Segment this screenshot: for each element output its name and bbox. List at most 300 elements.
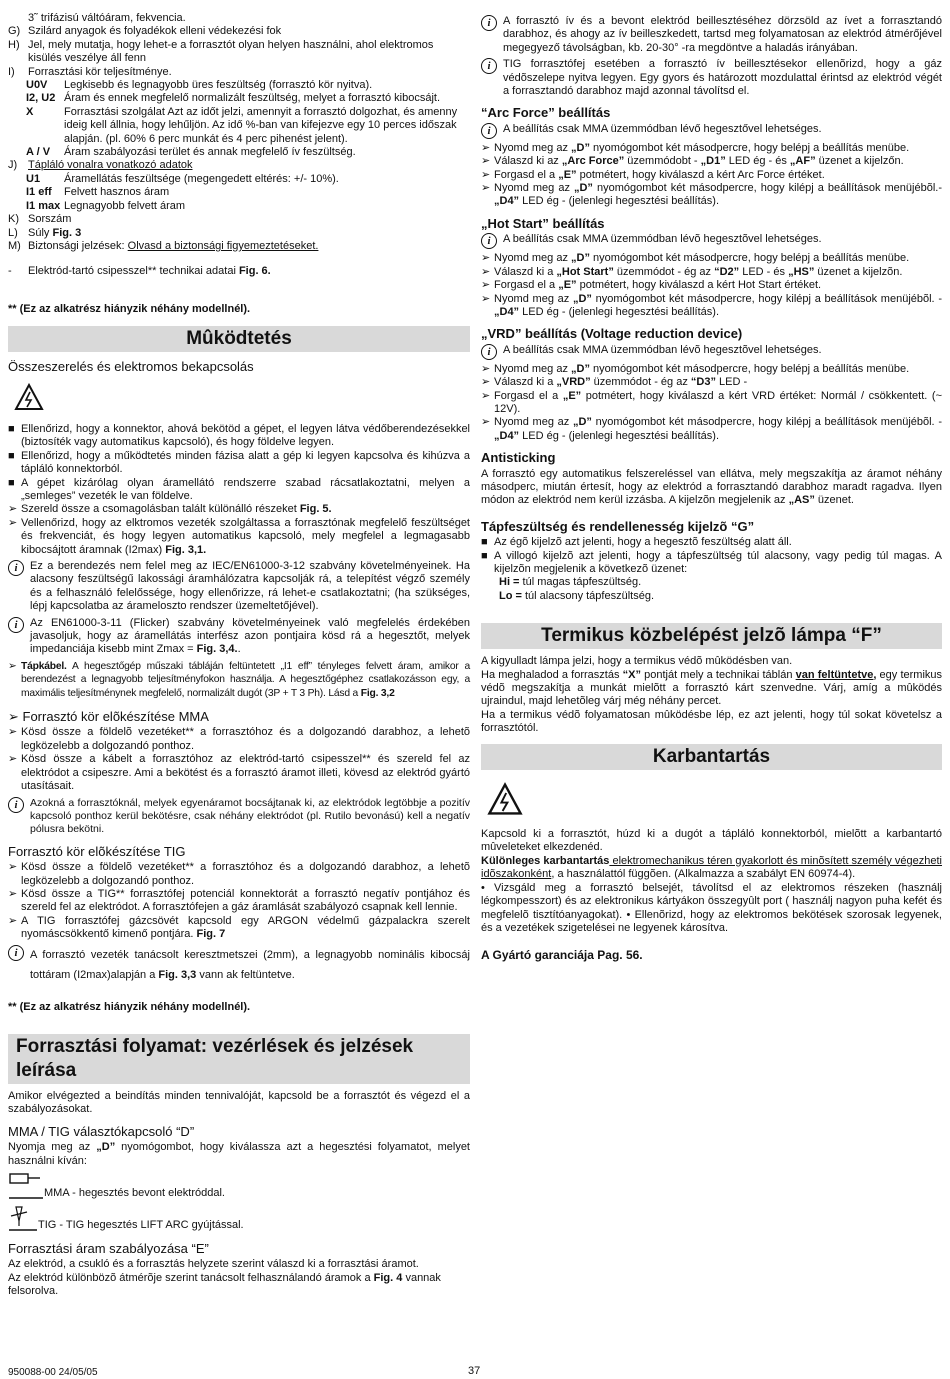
spec-row xyxy=(8,25,470,38)
spec-row xyxy=(8,173,470,186)
spec-row xyxy=(8,146,470,159)
antisticking-text xyxy=(481,468,942,508)
list-item xyxy=(481,182,942,209)
bold-text: „D” xyxy=(572,292,592,305)
text-part: üzenet a kijelzőn. xyxy=(815,155,904,168)
info-text-part: A forrasztó vezeték tanácsolt keresztmetszei (2mm), a legnagyobb nominális kibocsáj tottáram (I2max)alapján a xyxy=(30,948,470,981)
fig-ref: Fig. 4 xyxy=(373,1271,403,1284)
left-column xyxy=(8,12,470,1299)
spec-key: I) xyxy=(8,65,15,78)
text-part: nyomógombot két másodpercre, hogy belépj a beállítás menübe. xyxy=(589,362,910,375)
arrow-bullet-icon: ➢ xyxy=(8,753,18,766)
arrow-bullet-icon: ➢ xyxy=(8,709,23,725)
footnote: ** (Ez az alkatrész hiányzik néhány modellnél). xyxy=(8,302,251,315)
text-part: nyomógombot két másodpercre, hogy belépj a beállítás menübe. xyxy=(589,252,910,265)
text-part: LED - és xyxy=(739,265,789,278)
intro-text: Amikor elvégezted a beindítás minden tennivalóját, kapcsold be a forrasztót és végezd el a szabályozásokat. xyxy=(8,1089,470,1116)
spec-row xyxy=(8,66,470,79)
text-part: Nyomja meg az xyxy=(8,1141,97,1154)
list-item-text xyxy=(21,517,470,557)
mma-symbol-label: MMA - hegesztés bevont elektróddal. xyxy=(44,1186,225,1199)
spec-j xyxy=(8,159,470,172)
fig-ref: Fig. 3 xyxy=(52,226,82,239)
list-item xyxy=(8,423,470,450)
bold-text: „D1” xyxy=(700,155,726,168)
fig-ref: Fig. 3,3 xyxy=(158,968,197,981)
bold-text: „Arc Force” xyxy=(561,155,625,168)
text-part: nyomógombot, hogy kiválassza azt a hegesztési folyamatot, melyet használni kíván: xyxy=(8,1141,470,1167)
page-number: 37 xyxy=(468,1365,481,1377)
list-item-text xyxy=(21,861,470,888)
spec-text: Elektród-tartó csipesszel** technikai adatai xyxy=(28,265,239,278)
spec-key: L) xyxy=(8,226,18,239)
spec-row xyxy=(8,200,470,213)
info-text: Azokná a forrasztóknál, melyek egyenáramot bocsájtanak ki, az elektródok legtöbbje a pozitív kapcsoló ponthoz kerül bekötésre, csak néhány elektródot (pl. Rutilo bevonású) kell a negatív pólusra bekötni. xyxy=(30,796,470,836)
bold-text: „HS” xyxy=(788,265,815,278)
list-item xyxy=(481,363,942,376)
tig-torch-icon xyxy=(8,1204,38,1232)
text-part: potmétert, hogy kiválaszd a kért Hot Start értéket. xyxy=(576,279,822,292)
section-title-mukodtetes: Mûködtetés xyxy=(8,326,470,352)
spec-key: M) xyxy=(8,239,21,252)
list-item xyxy=(8,517,470,557)
section-title-folyamat: Forrasztási folyamat: vezérlések és jelzések leírása xyxy=(8,1034,470,1084)
fig-ref: Fig. 5. xyxy=(299,503,332,516)
heading-tapfeszultseg: Tápfeszültség és rendellenesség kijelzõ “G” xyxy=(481,518,755,534)
aram-text-2 xyxy=(8,1272,470,1299)
button-ref: „D” xyxy=(96,1141,116,1154)
text-part: Ha meghaladod a forrasztás xyxy=(481,668,623,681)
text-part: vannak felsorolva. xyxy=(8,1271,441,1298)
spec-list-j xyxy=(8,173,470,213)
square-bullet-icon: ■ xyxy=(481,549,488,562)
bold-text: „D4” xyxy=(494,429,520,442)
heading-vrd: „VRD” beállítás (Voltage reduction device) xyxy=(481,326,743,342)
spec-row xyxy=(8,106,470,146)
text-part: Nyomd meg az xyxy=(494,141,572,154)
text-part: nyomógombot két másodpercre, hogy kilépj a beállítások menüjébõl. - xyxy=(591,416,942,429)
list-item-text xyxy=(494,293,942,320)
list-item-text xyxy=(494,169,942,182)
tig-symbol-label: TIG - TIG hegesztés LIFT ARC gyújtással. xyxy=(38,1218,244,1231)
text-part: A forrasztó egy automatikus felszereléssel van ellátva, mely megszakítja az áramot néhány másodperc, miután értesít, hogy az elektród a forrasztandó darabhoz maradt ragadva. Ilyen módon az elektród nem kerül izzásba. A kijelzõn megjelenik az xyxy=(481,467,942,507)
arrow-bullet-icon: ➢ xyxy=(481,416,491,429)
heading-arc-force: “Arc Force” beállítás xyxy=(481,105,611,121)
tapkabel-text xyxy=(21,660,470,700)
termikus-text-2 xyxy=(481,669,942,709)
text-part: üzemmódot - ég az xyxy=(613,265,715,278)
underlined-text: elektromechanikus téren gyakorlott és minõsített személy végezheti idõszakonként xyxy=(481,854,943,881)
list-item xyxy=(481,376,942,389)
list-item-text xyxy=(494,182,942,209)
hi-line xyxy=(481,576,942,589)
bold-text: „E” xyxy=(558,168,577,181)
termikus-text-1: A kigyulladt lámpa jelzi, hogy a termikus védõ mûködésben van. xyxy=(481,655,793,668)
list-item-text xyxy=(494,363,942,376)
square-bullet-icon: ■ xyxy=(481,536,488,549)
spec-value: Szilárd anyagok és folyadékok elleni védekezési fok xyxy=(28,25,282,38)
text-part: Nyomd meg az xyxy=(494,416,573,429)
text-part: Vellenőrizd, hogy az elktromos vezeték szolgáltassa a forrasztónak megfelelő feszültséget és frekvenciát, és hogy legyen automatikus kapcsoló, mely megfelel a legmagasabb kibocsájtott áramnak (I2max) xyxy=(21,516,470,556)
spec-value: Tápláló vonalra vonatkozó adatok xyxy=(28,159,193,172)
spec-value: Legnagyobb felvett áram xyxy=(64,199,186,212)
arrow-bullet-icon: ➢ xyxy=(481,389,491,402)
spec-value: Legkisebb és legnagyobb üres feszültség (forrasztó kör nyitva). xyxy=(64,79,373,92)
list-item xyxy=(8,888,470,915)
text-part: Nyomd meg az xyxy=(494,292,573,305)
bold-text: „VRD” xyxy=(556,376,591,389)
fig-ref: Fig. 3,4. xyxy=(196,643,238,656)
spec-value xyxy=(28,227,470,240)
spec-k xyxy=(8,213,470,226)
text-part: LED ég - és xyxy=(725,155,790,168)
bold-text: „D” xyxy=(571,141,590,154)
heading-antisticking: Antisticking xyxy=(481,450,556,466)
bold-text: „AF” xyxy=(789,155,816,168)
info-block xyxy=(8,797,470,837)
bold-text: „D4” xyxy=(494,195,520,208)
karbantartas-text-3: • Vizsgáld meg a forrasztó belsejét, távolítsd el az elektromos részeken (használj légkompesszort) és az elektronikus kártyákon összegyûlt port ( használj nagyon puha kefét és megfelelõ tisztítóanyagokat). • Ellenõrizd, hogy az elektromos bekötések szorosak legyenek, és a vezetékek szigetelései ne legyenek károsítva. xyxy=(481,881,942,934)
bold-text: „E” xyxy=(562,389,582,402)
text-part: LED ég - (jelenlegi hegesztési beállítás). xyxy=(519,305,720,318)
list-item xyxy=(481,293,942,320)
list-item xyxy=(481,550,942,577)
mma-tig-text xyxy=(8,1141,470,1168)
info-block xyxy=(8,945,470,985)
heading-hot-start: „Hot Start” beállítás xyxy=(481,215,605,231)
text-part: üzemmódot - ég az xyxy=(590,376,691,389)
special-maintenance-label: Különleges karbantartás xyxy=(481,854,610,867)
heading-aram: Forrasztási áram szabályozása “E” xyxy=(8,1241,209,1256)
list-item xyxy=(8,861,470,888)
list-item-text xyxy=(494,390,942,417)
info-block xyxy=(481,123,942,139)
info-text xyxy=(30,945,470,985)
info-icon: i xyxy=(8,560,24,576)
arrow-bullet-icon: ➢ xyxy=(481,252,491,265)
vrd-steps xyxy=(481,363,942,443)
spec-list-top xyxy=(8,12,470,79)
list-item xyxy=(481,142,942,155)
bold-text: „Hot Start” xyxy=(556,265,614,278)
info-block xyxy=(8,617,470,657)
arrow-bullet-icon: ➢ xyxy=(481,376,491,389)
text-part: Az elektród különbözõ átmérõje szerint tanácsolt felhasználandó áramok a xyxy=(8,1271,374,1284)
spec-text: Biztonsági jelzések: xyxy=(28,239,128,252)
text-part: Válaszd ki az xyxy=(494,155,562,168)
spec-value: Sorszám xyxy=(28,213,72,226)
bold-text: „D” xyxy=(571,362,590,375)
bold-text: „D” xyxy=(573,182,593,195)
info-text xyxy=(30,617,470,657)
tig-symbol-row xyxy=(8,1204,470,1232)
karbantartas-text-2 xyxy=(481,855,942,882)
info-text-part: Az EN61000-3-11 (Flicker) szabvány követelményeinek való megfelelés érdekében javasoljuk, hogy az áramellátás interfész azon pontjaira kösd rá a hegesztőt, melyek impedanciája kisebb mint Zmax = xyxy=(30,616,470,656)
info-icon: i xyxy=(8,797,24,813)
info-text: A forrasztó ív és a bevont elektród beillesztéséhez dörzsöld az ívet a forrasztandó darabhoz, és ahogy az ív beilleszkedett, tartsd meg folyamatosan az elektród átmérőjével megegyező távolságban, kb. 20-30° -ra megdöntve a haladás irányában. xyxy=(503,15,942,54)
arrow-bullet-icon: ➢ xyxy=(8,503,18,516)
spec-row xyxy=(8,12,470,25)
text-part: LED ég - (jelenlegi hegesztési beállítás). xyxy=(519,429,720,442)
list-item-text: Az égõ kijelzõ azt jelenti, hogy a hegesztõ feszültség alatt áll. xyxy=(494,536,792,549)
list-item-text xyxy=(494,142,942,155)
spec-row xyxy=(8,39,470,66)
info-icon: i xyxy=(481,123,497,139)
lo-text: túl alacsony tápfeszültség. xyxy=(521,589,654,602)
square-bullet-icon: ■ xyxy=(8,422,15,435)
text-part: Forgasd el a xyxy=(494,279,559,292)
spec-key: G) xyxy=(8,25,21,38)
info-text: Ez a berendezés nem felel meg az IEC/EN61000-3-12 szabvány követelményeinek. Ha alacsony feszültségű lakossági áramhálózatra kapcsolják rá, a telepítést végző személy és a felhasználó felelőssége, hogy ellenőrizze, rá lehet-e csatlakoztatni; (ha szükséges, lépj kapcsolatba az árameloszto rendszer üzemeltetőjével). xyxy=(30,560,470,613)
aram-text-1: Az elektród, a csukló és a forrasztás helyzete szerint válaszd ki a forrasztási áramot. xyxy=(8,1258,419,1271)
list-item-text xyxy=(21,888,470,915)
list-item-text xyxy=(494,376,942,389)
list-item xyxy=(481,266,942,279)
info-block xyxy=(481,233,942,249)
list-item-text: Kösd össze a földelõ vezetéket** a forrasztóhoz és a dolgozandó darabhoz, a lehetõ legközelebb a dolgozandó ponthoz. xyxy=(21,726,470,752)
spec-key: I1 eff xyxy=(26,186,52,199)
list-item xyxy=(481,169,942,182)
fig-ref: Fig. 7 xyxy=(196,928,226,941)
right-column xyxy=(481,12,942,963)
text-part: Nyomd meg az xyxy=(494,252,572,265)
arrow-bullet-icon: ➢ xyxy=(481,141,491,154)
spec-value: Forrasztási kör teljesítménye. xyxy=(28,65,172,78)
text-part: LED ég - (jelenlegi hegesztési beállítás). xyxy=(519,195,720,208)
lo-line xyxy=(481,590,942,603)
list-item-text: Kösd össze a kábelt a forrasztóhoz az elektród-tartó csipesszel** és szereld fel az elektródot a csipeszre. Ami a bekötést és a forrasztó áramot illeti, kövesd az elektród gyártó utasításait. xyxy=(21,753,470,793)
list-item-text: A villogó kijelzõ azt jelenti, hogy a tápfeszültség túl alacsony, vagy pedig túl magas. A kijelzõn megjelenik a következõ üzenet: xyxy=(494,549,942,575)
list-item-text xyxy=(494,416,942,443)
setup-list xyxy=(8,503,470,557)
square-bullet-icon: ■ xyxy=(8,476,15,489)
spec-value: Forrasztási szolgálat Azt az időt jelzi, amennyit a forrasztó dolgozhat, és amenny ideig kell állnia, hogy lehűljön. Az idő %-ban van kifejezve egy 10 perces időszak alapján. (pl. 60% 6 perc munkát és 4 perc pihenést jelent). xyxy=(64,105,458,145)
text-part: A TIG forrasztófej gázcsövét kapcsold egy ARGON védelmű gázpalackra szerelt nyomáscsökkentő kimenő pontjára. xyxy=(21,914,470,941)
spec-row xyxy=(8,186,470,199)
tig-list xyxy=(8,861,470,941)
spec-row xyxy=(8,79,470,92)
info-text-part: . xyxy=(237,643,241,656)
text-part: LED - xyxy=(715,376,748,389)
list-item-text xyxy=(494,279,942,292)
text-part: nyomógombot két másodpercre, hogy kilépj a beállítások menüjébõl. - xyxy=(591,292,942,305)
footnote: ** (Ez az alkatrész hiányzik néhány modellnél). xyxy=(8,1000,251,1013)
list-item xyxy=(481,279,942,292)
heading-mma: Forrasztó kör elõkészítése MMA xyxy=(22,709,209,725)
text-part: egy termikus védõ megszakítja a munkát mielõtt a forrasztó kárt szenvedne. Várj, amíg a mûködés ujraindul, majd lehetõleg várj még néhány percet. xyxy=(481,668,943,708)
spec-text: Súly xyxy=(28,226,53,239)
fig-ref: Fig. 3,1. xyxy=(165,543,207,556)
text-part: nyomógombot két másodpercre, hogy kilépj a beállítások menüjébõl.- xyxy=(592,182,942,195)
spec-key: J) xyxy=(8,159,18,172)
list-item-text: Ellenőrizd, hogy a konnektor, ahová bekötöd a gépet, el legyen látva védőberendezésekkel (biztosíték vagy automatikus kapcsoló), és hogy földelve legyen. xyxy=(21,422,470,449)
spec-value: Áramellátás feszültsége (megengedett eltérés: +/- 10%). xyxy=(64,172,339,185)
x-ref: “X” xyxy=(622,668,641,681)
fig-ref: Fig. 3,2 xyxy=(360,687,395,699)
spec-key: - xyxy=(8,265,12,278)
arrow-bullet-icon: ➢ xyxy=(8,726,18,739)
spec-list-i xyxy=(8,79,470,159)
list-item xyxy=(481,155,942,168)
warranty-ref: A Gyártó garanciája Pag. 56. xyxy=(481,948,643,963)
spec-value: Áram és ennek megfelelő normalizált feszültség, melyet a forrasztó kibocsájt. xyxy=(64,92,440,105)
spec-key: I2, U2 xyxy=(26,92,56,105)
spec-l xyxy=(8,227,470,240)
heading-tig: Forrasztó kör elõkészítése TIG xyxy=(8,843,186,859)
bold-text: “D2” xyxy=(714,265,740,278)
tapkabel-item xyxy=(8,660,470,700)
info-block xyxy=(481,15,942,55)
section-title-karbantartas: Karbantartás xyxy=(481,744,942,770)
bold-text: „E” xyxy=(558,279,577,292)
heading-osszeszereles: Összeszerelés és elektromos bekapcsolás xyxy=(8,359,254,375)
spec-dash xyxy=(8,265,470,278)
text-part: Válaszd ki a xyxy=(494,265,557,278)
spec-value xyxy=(28,265,470,278)
arrow-bullet-icon: ➢ xyxy=(481,292,491,305)
spec-key xyxy=(8,12,28,25)
emphasis-text: van feltüntetve, xyxy=(795,668,877,681)
text-part: nyomógombot két másodpercre, hogy belépj a beállítás menübe. xyxy=(589,141,910,154)
list-item xyxy=(8,503,470,516)
bold-text: „D” xyxy=(571,252,590,265)
spec-value: Felvett hasznos áram xyxy=(64,186,170,199)
list-item-text xyxy=(21,503,470,516)
text-part: potmétert, hogy kiválaszd a kért VRD értéket: Normál / csökkentett. (~ 12V). xyxy=(494,389,942,415)
list-item xyxy=(8,726,470,753)
text-part: üzenet a kijelzõn. xyxy=(814,265,903,278)
spec-m xyxy=(8,240,470,253)
heading-mma-wrap xyxy=(8,710,470,723)
list-item xyxy=(8,915,470,942)
text-part: Kösd össze a földelõ vezetéket** a forrasztóhoz és a dolgozandó darabhoz, a lehetõ legközelebb a dolgozandó ponthoz. xyxy=(21,861,470,887)
hi-label: Hi = xyxy=(499,576,520,589)
list-item-text xyxy=(494,155,942,168)
list-item-text xyxy=(494,252,942,265)
info-icon: i xyxy=(8,945,24,961)
text-part: Forgasd el a xyxy=(494,168,559,181)
spec-key: U1 xyxy=(26,172,41,185)
mma-electrode-icon xyxy=(8,1172,44,1200)
safety-list xyxy=(8,423,470,503)
list-item-text xyxy=(494,266,942,279)
termikus-text-3: Ha a termikus védõ folyamatosan mûködésbe lép, ez azt jelenti, hogy túl sokat követelsz a forrasztótól. xyxy=(481,708,942,735)
list-item xyxy=(481,536,942,549)
square-bullet-icon: ■ xyxy=(8,449,15,462)
text-part: potmétert, hogy kiválaszd a kért Arc Force értéket. xyxy=(576,168,825,181)
arrow-bullet-icon: ➢ xyxy=(8,660,17,672)
karbantartas-text-1: Kapcsold ki a forrasztót, húzd ki a dugót a tápláló konnektorból, mielõtt a karbantartó mûveleteket elkezdenéd. xyxy=(481,828,942,854)
info-icon: i xyxy=(481,344,497,360)
info-icon: i xyxy=(481,233,497,249)
text-part: üzenet. xyxy=(814,494,854,507)
info-text-part: vann ak feltüntetve. xyxy=(196,968,295,981)
arrow-bullet-icon: ➢ xyxy=(8,914,18,927)
info-text: TIG forrasztófej esetében a forrasztó ív beillesztésekor ellenõrizd, hogy a gáz védõszelepe nyitva legyen. Egy gyors és határozott mozdulattal érintsd az elektród végét a forrasztandó darabhoz majd azonnal távolítsd el. xyxy=(503,58,942,98)
spec-value xyxy=(28,240,470,253)
list-item xyxy=(481,252,942,265)
arrow-bullet-icon: ➢ xyxy=(8,861,18,874)
tapkabel-label: Tápkábel. xyxy=(21,660,67,672)
text-part: Válaszd ki a xyxy=(494,376,557,389)
list-item-text: A gépet kizárólag olyan áramellátó rendszerre szabad rácsatlakoztatni, melyen a „semleges” vezeték le van földelve. xyxy=(21,476,470,502)
arrow-bullet-icon: ➢ xyxy=(481,155,491,168)
spec-key: X xyxy=(26,105,34,118)
spec-key: H) xyxy=(8,38,20,51)
spec-value: 3˜ trifázisú váltóáram, fekvencia. xyxy=(28,12,186,24)
info-icon: i xyxy=(481,15,497,31)
list-item xyxy=(8,753,470,793)
message-ref: „AS” xyxy=(788,494,815,507)
arrow-bullet-icon: ➢ xyxy=(8,516,18,529)
electric-warning-icon xyxy=(487,782,523,816)
tapkabel-body: A hegesztőgép műszaki tábláján feltüntetett „I1 eff” tényleges felvett áram, amikor a berendezést a legnagyobb teljesítményfokon használja. A hegesztőgéphez csatlakozásson egy, a maximális teljesítménynek megfelelő, normalizált dugót (3P + T 3 Ph). Lásd a xyxy=(21,660,470,699)
info-text: A beállítás csak MMA üzemmódban lévõ hegesztõvel lehetséges. xyxy=(503,343,822,356)
text-part: Kösd össze a TIG** forrasztófej potenciál konnektorát a forrasztó negatív pontjához és szereld fel az elektródot. A forrasztófejen a gáz áramlását szabályozó csapnak kell lennie. xyxy=(21,887,470,914)
safety-link-text: Olvasd a biztonsági figyemeztetéseket. xyxy=(127,239,319,252)
text-part: Nyomd meg az xyxy=(494,362,572,375)
spec-key: A / V xyxy=(26,146,51,159)
list-item xyxy=(481,390,942,417)
mma-list xyxy=(8,726,470,793)
info-icon: i xyxy=(481,58,497,74)
spec-value: Jel, mely mutatja, hogy lehet-e a forrasztót olyan helyen használni, ahol elektromos kisülés veszélye áll fenn xyxy=(28,38,434,65)
text-part: üzemmódobt - xyxy=(624,155,701,168)
spec-value: Áram szabályozási terület és annak megfelelő ív feszültség. xyxy=(64,146,356,159)
hot-start-steps xyxy=(481,252,942,319)
arc-force-steps xyxy=(481,142,942,209)
text-part: pontját mely a technikai táblán xyxy=(640,668,796,681)
fig-ref: Fig. 6. xyxy=(238,265,271,278)
info-block xyxy=(8,560,470,614)
info-text: A beállítás csak MMA üzemmódban lévő hegesztővel lehetséges. xyxy=(503,122,822,135)
spec-row xyxy=(8,92,470,105)
info-block xyxy=(481,58,942,98)
text-part: Forgasd el a xyxy=(494,389,563,402)
text-part: Nyomd meg az xyxy=(494,182,574,195)
list-item-text: Ellenőrizd, hogy a működtetés minden fázisa alatt a gép ki legyen kapcsolva és kihúzva a tápláló konnektorból. xyxy=(21,449,470,476)
hi-text: túl magas tápfeszültség. xyxy=(519,576,642,589)
tap-list xyxy=(481,536,942,576)
arrow-bullet-icon: ➢ xyxy=(481,279,491,292)
bold-text: „D4” xyxy=(494,305,520,318)
arrow-bullet-icon: ➢ xyxy=(481,362,491,375)
bold-text: „D” xyxy=(572,416,592,429)
text-part: Szereld össze a csomagolásban talált különálló részeket xyxy=(21,503,300,516)
list-item xyxy=(481,416,942,443)
info-text: A beállítás csak MMA üzemmódban lévõ hegesztõvel lehetséges. xyxy=(503,233,822,246)
arrow-bullet-icon: ➢ xyxy=(481,168,491,181)
electric-warning-icon xyxy=(14,383,44,411)
arrow-bullet-icon: ➢ xyxy=(481,182,491,195)
info-block xyxy=(481,344,942,360)
text-part: , a használattól függõen. (Alkalmazza a szabályt EN 60974-4). xyxy=(551,868,856,881)
spec-key: I1 max xyxy=(26,199,61,212)
document-code: 950088-00 24/05/05 xyxy=(8,1367,98,1378)
bold-text: “D3” xyxy=(690,376,716,389)
info-icon: i xyxy=(8,617,24,633)
heading-mma-tig: MMA / TIG választókapcsoló “D” xyxy=(8,1123,195,1139)
list-item xyxy=(8,450,470,477)
list-item-text xyxy=(21,915,470,942)
arrow-bullet-icon: ➢ xyxy=(481,265,491,278)
spec-key: K) xyxy=(8,213,19,226)
list-item xyxy=(8,477,470,504)
section-title-termikus: Termikus közbelépést jelzõ lámpa “F” xyxy=(481,623,942,649)
mma-symbol-row xyxy=(8,1172,470,1200)
arrow-bullet-icon: ➢ xyxy=(8,887,18,900)
spec-key: U0V xyxy=(26,79,48,92)
